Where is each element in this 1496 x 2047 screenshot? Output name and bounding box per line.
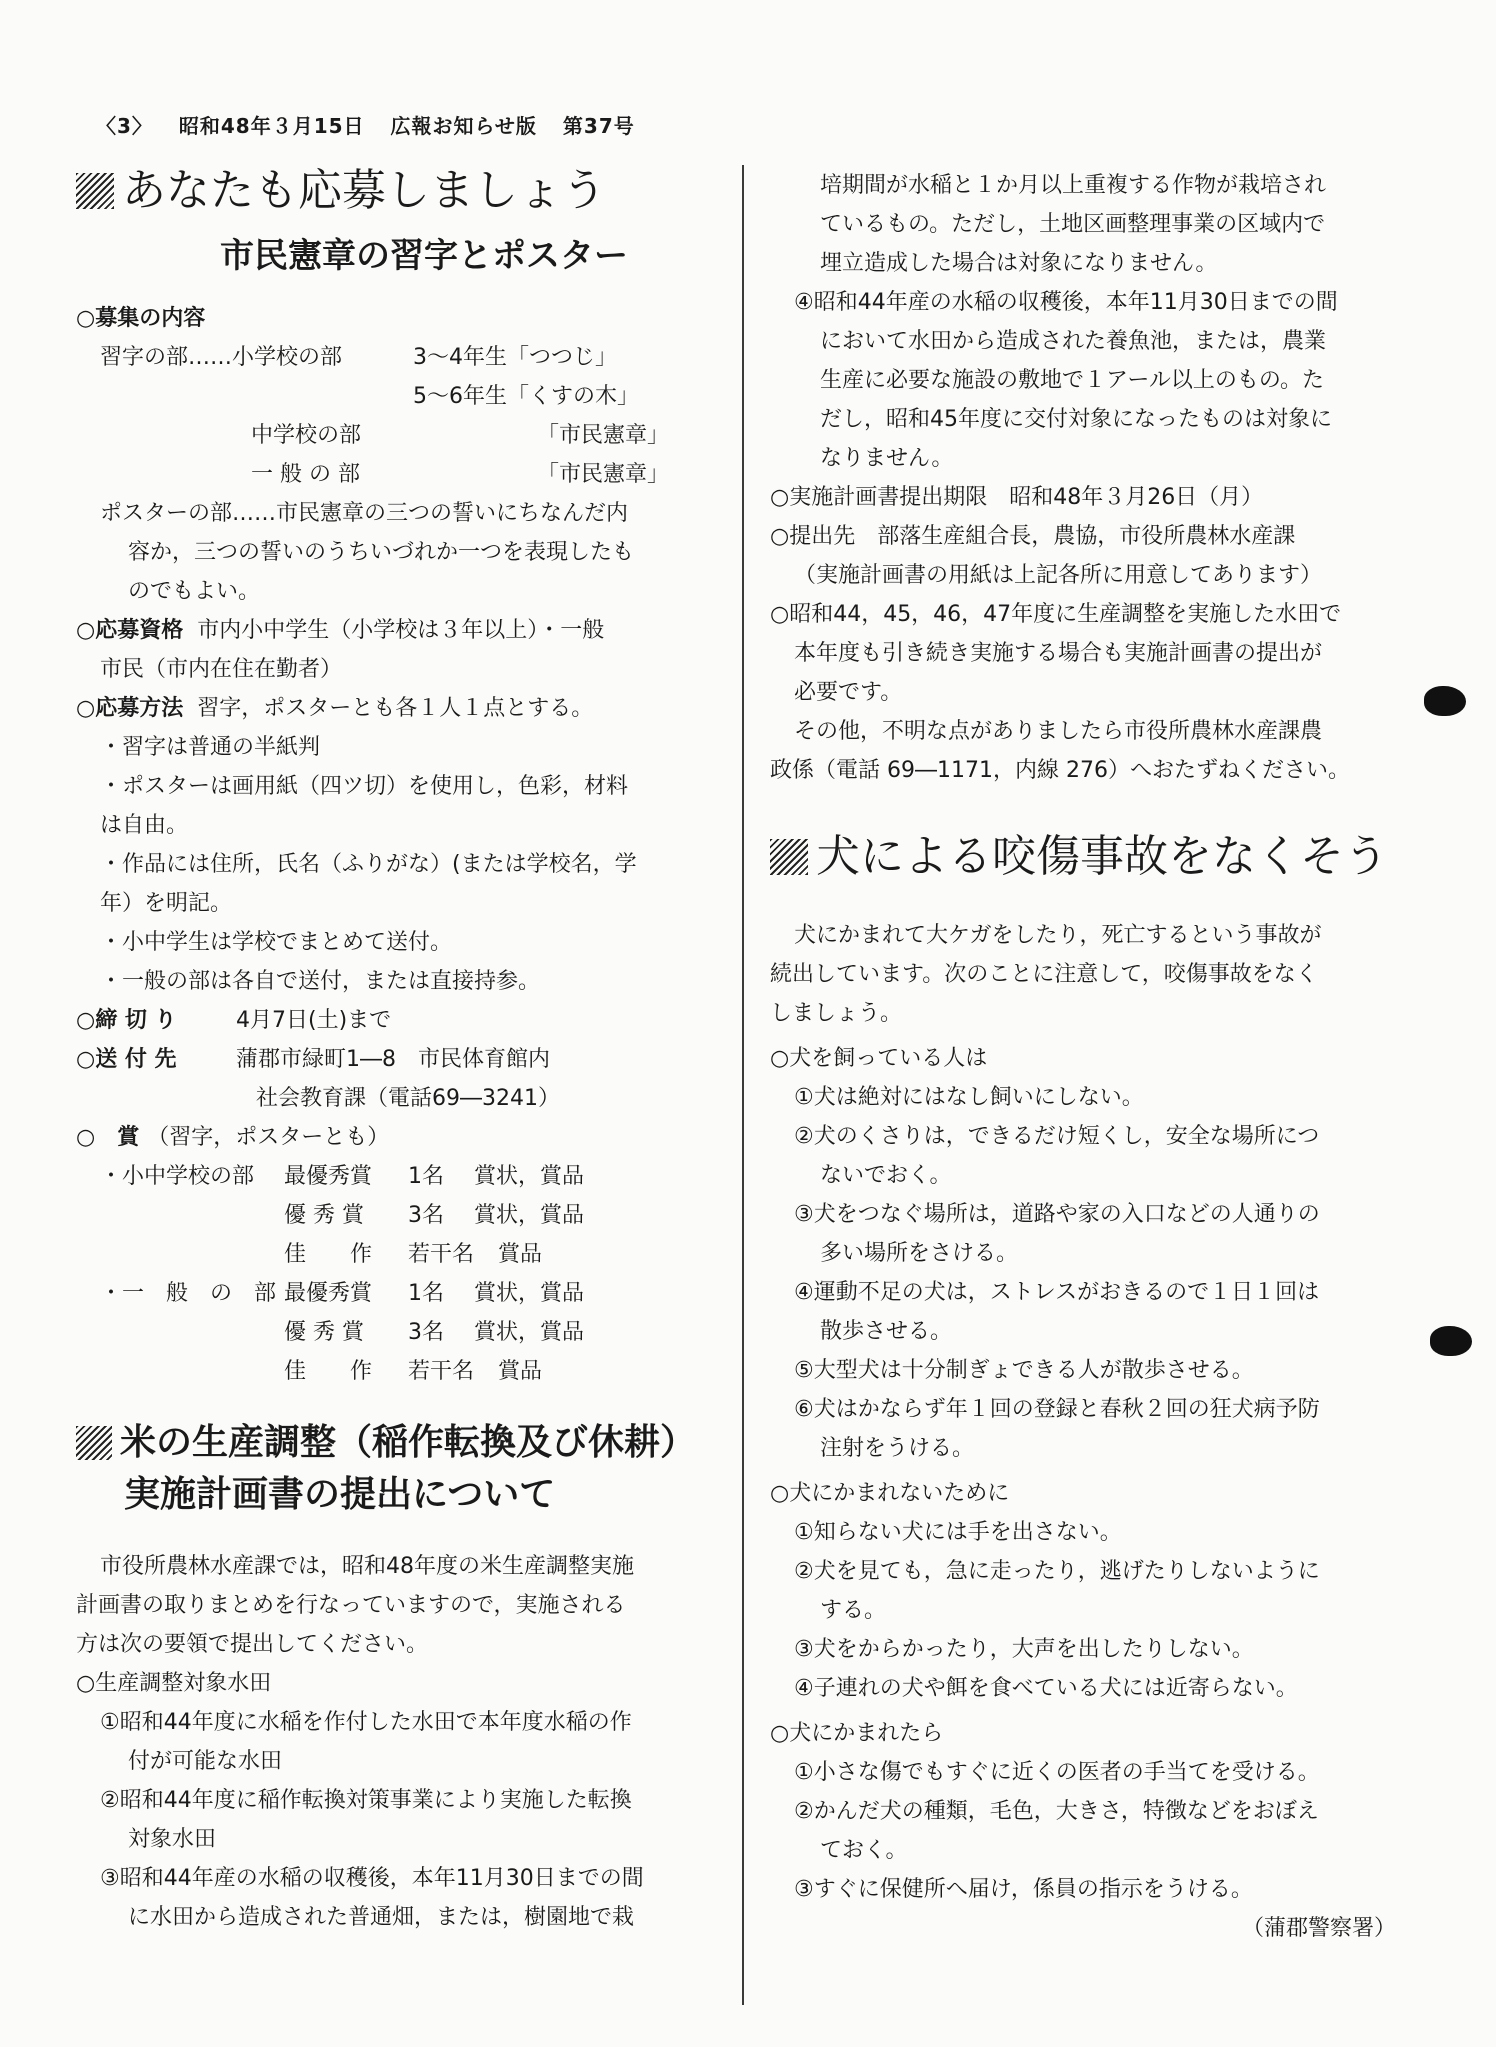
prize-reward: 賞状，賞品: [474, 1281, 585, 1306]
shuji-value: 「市民憲章」: [537, 423, 670, 448]
section-head-destination: ○送 付 先: [76, 1047, 177, 1072]
dog-intro: しましょう。: [770, 1001, 903, 1026]
shuji-label: 一 般 の 部: [251, 462, 360, 487]
rice-intro: 市役所農林水産課では，昭和48年度の米生産調整実施: [100, 1554, 634, 1579]
rice-cont: 培期間が水稲と１か月以上重複する作物が栽培され: [820, 173, 1327, 198]
owner-item: ①犬は絶対にはなし飼いにしない。: [794, 1085, 1144, 1110]
ink-blot: [1424, 686, 1466, 716]
signature: （蒲郡警察署）: [1241, 1916, 1396, 1941]
bitten-item: ③すぐに保健所へ届け，係員の指示をうける。: [794, 1877, 1253, 1902]
owner-item: ③犬をつなぐ場所は，道路や家の入口などの人通りの: [794, 1202, 1320, 1227]
owner-item: ないでおく。: [820, 1163, 952, 1188]
dog-title-text: 犬による咬傷事故をなくそう: [816, 831, 1388, 882]
issue-date: 昭和48年３月15日: [178, 114, 365, 138]
prize-reward: 賞状，賞品: [474, 1320, 585, 1345]
rice-head: ○生産調整対象水田: [76, 1671, 272, 1696]
prize-name: 優 秀 賞: [284, 1203, 364, 1228]
prize-group-label: ・一 般 の 部: [100, 1281, 277, 1306]
rice-title-line1: 米の生産調整（稲作転換及び休耕）: [120, 1422, 697, 1463]
rice-cont-line: 必要です。: [794, 680, 903, 705]
prize-reward: 賞品: [498, 1242, 543, 1267]
prize-count: 1名: [408, 1164, 444, 1189]
prize-group-label: ・小中学校の部: [100, 1164, 255, 1189]
prize-row: [76, 1274, 716, 1313]
prize-row: [76, 1235, 716, 1274]
rice-cont: 埋立造成した場合は対象になりません。: [820, 251, 1218, 276]
issue-number: 第37号: [562, 114, 635, 138]
column-divider: [742, 165, 744, 2005]
page-number: 〈3〉: [96, 114, 153, 138]
bitten-item: ておく。: [820, 1838, 908, 1863]
destination-text: 蒲郡市緑町1―8 市民体育館内: [236, 1047, 550, 1072]
method: [76, 689, 716, 728]
shuji-row-3: [76, 416, 716, 455]
hatch-icon: [770, 839, 808, 875]
avoid-item: ②犬を見ても，急に走ったり，逃げたりしないように: [794, 1559, 1320, 1584]
destination-text-cont: 社会教育課（電話69―3241）: [256, 1086, 560, 1111]
prize-reward: 賞状，賞品: [474, 1164, 585, 1189]
rice-submit-note: （実施計画書の用紙は上記各所に用意してあります）: [794, 563, 1323, 588]
rice-cont-line: ○昭和44，45，46，47年度に生産調整を実施した水田で: [770, 602, 1342, 627]
prize-reward: 賞状，賞品: [474, 1203, 585, 1228]
shuji-value: 3～4年生「つつじ」: [413, 345, 617, 370]
shuji-row-2: [76, 377, 716, 416]
avoid-head: ○犬にかまれないために: [770, 1481, 1010, 1506]
rice-cont-line: その他，不明な点がありましたら市役所農林水産課農: [794, 719, 1323, 744]
prize-name: 優 秀 賞: [284, 1320, 364, 1345]
destination: [76, 1040, 716, 1079]
bitten-item: ①小さな傷でもすぐに近くの医者の手当てを受ける。: [794, 1760, 1320, 1785]
prize-name: 佳 作: [284, 1359, 373, 1384]
page-header: [96, 110, 696, 139]
rice-title-line2: 実施計画書の提出について: [124, 1474, 556, 1515]
right-column: [770, 166, 1420, 1948]
owner-head: ○犬を飼っている人は: [770, 1046, 988, 1071]
rice-item: ②昭和44年度に稲作転換対策事業により実施した転換: [100, 1788, 632, 1813]
rice-submit: ○提出先 部落生産組合長，農協，市役所農林水産課: [770, 524, 1296, 549]
rice-intro: 計画書の取りまとめを行なっていますので，実施される: [76, 1593, 626, 1618]
shuji-value: 「市民憲章」: [537, 462, 670, 487]
shuji-row-1: [76, 338, 716, 377]
shuji-value: 5～6年生「くすの木」: [413, 384, 639, 409]
deadline-text: 4月7日(土)まで: [236, 1008, 392, 1033]
qualification-text: 市内小中学生（小学校は３年以上）・一般: [197, 618, 605, 643]
rice-cont: 生産に必要な施設の敷地で１アール以上のもの。た: [820, 368, 1325, 393]
rice-cont: だし，昭和45年度に交付対象になったものは対象に: [820, 407, 1332, 432]
section-head-method: ○応募方法: [76, 696, 184, 721]
bitten-head: ○犬にかまれたら: [770, 1721, 944, 1746]
hatch-icon: [76, 173, 114, 209]
prize-count: 3名: [408, 1320, 444, 1345]
rice-intro: 方は次の要領で提出してください。: [76, 1632, 429, 1657]
edition-name: 広報お知らせ版: [390, 114, 537, 138]
method-bullet: ・習字は普通の半紙判: [100, 735, 321, 760]
deadline: [76, 1001, 716, 1040]
method-bullet: ・小中学生は学校でまとめて送付。: [100, 930, 453, 955]
owner-item: ⑥犬はかならず年１回の登録と春秋２回の狂犬病予防: [794, 1397, 1320, 1422]
method-bullet: ・ポスターは画用紙（四ツ切）を使用し，色彩，材料: [100, 774, 629, 799]
method-bullet: ・作品には住所，氏名（ふりがな）(または学校名，学: [100, 852, 637, 877]
method-bullet: は自由。: [100, 813, 189, 838]
owner-item: 多い場所をさける。: [820, 1241, 1019, 1266]
prize-name: 佳 作: [284, 1242, 373, 1267]
avoid-item: ③犬をからかったり，大声を出したりしない。: [794, 1637, 1254, 1662]
prize-name: 最優秀賞: [284, 1281, 373, 1306]
dog-section-title: [770, 826, 1420, 888]
rice-item: ③昭和44年産の水稲の収穫後，本年11月30日までの間: [100, 1866, 644, 1891]
method-text: 習字，ポスターとも各１人１点とする。: [197, 696, 594, 721]
qualification: [76, 611, 716, 650]
dog-intro: 犬にかまれて大ケガをしたり，死亡するという事故が: [794, 923, 1322, 948]
owner-item: ④運動不足の犬は，ストレスがおきるので１日１回は: [794, 1280, 1320, 1305]
poster-line: のでもよい。: [128, 579, 261, 604]
rice-item: 付が可能な水田: [128, 1749, 283, 1774]
prize-count: 若干名: [408, 1359, 475, 1384]
prize-row: [76, 1313, 716, 1352]
avoid-item: する。: [820, 1598, 887, 1623]
prize-count: 3名: [408, 1203, 444, 1228]
rice-cont: なりません。: [820, 446, 954, 471]
owner-item: ②犬のくさりは，できるだけ短くし，安全な場所につ: [794, 1124, 1320, 1149]
owner-item: 注射をうける。: [820, 1436, 975, 1461]
qualification-text-cont: 市民（市内在住在勤者）: [100, 657, 343, 682]
article-title-calligraphy: [76, 160, 716, 222]
section-head-deadline: ○締 切 り: [76, 1008, 177, 1033]
prize: [76, 1118, 716, 1157]
title-text: あなたも応募しましょう: [122, 165, 606, 216]
section-head-prize: ○ 賞: [76, 1125, 140, 1150]
poster-line: 容か，三つの誓いのうちいづれか一つを表現したも: [128, 540, 635, 565]
owner-item: 散歩させる。: [820, 1319, 953, 1344]
section-head-content: ○募集の内容: [76, 306, 206, 331]
ink-blot: [1430, 1326, 1472, 1356]
bitten-item: ②かんだ犬の種類，毛色，大きさ，特徴などをおぼえ: [794, 1799, 1319, 1824]
prize-row: [76, 1157, 716, 1196]
prize-reward: 賞品: [498, 1359, 543, 1384]
rice-cont: ているもの。ただし，土地区画整理事業の区域内で: [820, 212, 1326, 237]
prize-row: [76, 1196, 716, 1235]
shuji-row-4: [76, 455, 716, 494]
rice-item: 対象水田: [128, 1827, 217, 1852]
method-bullet: ・一般の部は各自で送付，または直接持参。: [100, 969, 541, 994]
avoid-item: ①知らない犬には手を出さない。: [794, 1520, 1122, 1545]
prize-count: 1名: [408, 1281, 444, 1306]
prize-count: 若干名: [408, 1242, 475, 1267]
rice-cont-line: 本年度も引き続き実施する場合も実施計画書の提出が: [794, 641, 1323, 666]
prize-note: （習字，ポスターとも）: [147, 1125, 390, 1150]
hatch-icon: [76, 1426, 112, 1460]
rice-cont: ④昭和44年産の水稲の収穫後，本年11月30日までの間: [794, 290, 1338, 315]
prize-row: [76, 1352, 716, 1391]
rice-section-title: [76, 1417, 716, 1469]
shuji-label: 習字の部……小学校の部: [100, 345, 343, 370]
shuji-label: 中学校の部: [251, 423, 362, 448]
dog-intro: 続出しています。次のことに注意して，咬傷事故をなく: [770, 962, 1318, 987]
avoid-item: ④子連れの犬や餌を食べている犬には近寄らない。: [794, 1676, 1298, 1701]
section-head-qualification: ○応募資格: [76, 618, 184, 643]
rice-cont-line: 政係（電話 69―1171，内線 276）へおたずねください。: [770, 758, 1350, 783]
rice-cont: において水田から造成された養魚池，または，農業: [820, 329, 1327, 354]
owner-item: ⑤大型犬は十分制ぎょできる人が散歩させる。: [794, 1358, 1254, 1383]
prize-name: 最優秀賞: [284, 1164, 373, 1189]
poster-line: ポスターの部……市民憲章の三つの誓いにちなんだ内: [100, 501, 629, 526]
left-column: [76, 160, 716, 1937]
rice-item: に水田から造成された普通畑，または，樹園地で栽: [128, 1905, 635, 1930]
method-bullet: 年）を明記。: [100, 891, 233, 916]
rice-item: ①昭和44年度に水稲を作付した水田で本年度水稲の作: [100, 1710, 632, 1735]
rice-deadline: ○実施計画書提出期限 昭和48年３月26日（月）: [770, 485, 1264, 510]
article-subtitle: 市民憲章の習字とポスター: [220, 236, 628, 276]
